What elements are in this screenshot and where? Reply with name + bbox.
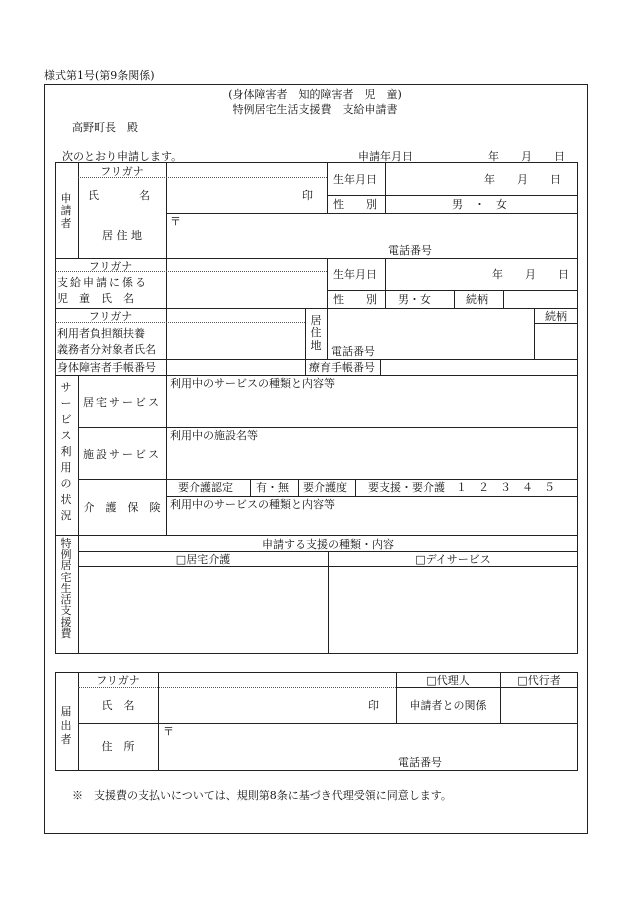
rehab-handbook-label: 療育手帳番号 — [309, 361, 375, 374]
support-heading: 申請する支援の種類・内容 — [262, 538, 394, 551]
child-sex-options[interactable]: 男・女 — [398, 293, 431, 306]
dependent-furigana-label: フリガナ — [88, 310, 133, 323]
child-birthdate-label: 生年月日 — [333, 268, 377, 281]
child-furigana-label: フリガナ — [88, 260, 133, 273]
child-birthdate-field[interactable]: 年 月 日 — [492, 268, 569, 281]
applicant-seal-mark: 印 — [302, 189, 313, 202]
categories-line: (身体障害者 知的障害者 児 童) — [228, 88, 402, 101]
form-number: 様式第1号(第9条関係) — [44, 69, 155, 82]
home-care-checkbox[interactable]: □居宅介護 — [175, 553, 231, 566]
application-date-label: 申請年月日 — [358, 150, 413, 163]
submitter-postal-mark: 〒 — [163, 725, 174, 738]
child-label-line2: 児 童 氏 名 — [57, 292, 134, 305]
dependent-residence-label: 居住地 — [310, 314, 322, 352]
submitter-phone-label: 電話番号 — [398, 756, 442, 769]
submitter-section-label: 届出者 — [60, 705, 72, 746]
disability-handbook-label: 身体障害者手帳番号 — [57, 361, 156, 374]
applicant-furigana-label: フリガナ — [100, 165, 144, 178]
applicant-sex-options[interactable]: 男 ・ 女 — [452, 198, 507, 211]
request-statement: 次のとおり申請します。 — [62, 150, 183, 163]
home-service-detail-label: 利用中のサービスの種類と内容等 — [170, 377, 335, 390]
child-relationship-label: 続柄 — [466, 293, 488, 306]
applicant-sex-label: 性 別 — [333, 198, 377, 211]
care-cert-label: 要介護認定 — [178, 481, 233, 494]
home-service-label: 居宅サービス — [83, 396, 161, 409]
applicant-birthdate-label: 生年月日 — [333, 173, 377, 186]
applicant-birthdate-field[interactable]: 年 月 日 — [484, 173, 561, 186]
facility-service-label: 施設サービス — [83, 448, 161, 461]
submitter-name-label: 氏 名 — [101, 699, 135, 712]
care-level-label: 要介護度 — [303, 481, 347, 494]
service-status-section-label: サービス利用の状況 — [60, 381, 72, 523]
submitter-address-label: 住 所 — [101, 740, 135, 753]
submitter-seal-mark: 印 — [368, 699, 379, 712]
agent-checkbox[interactable]: □代理人 — [426, 674, 470, 687]
facility-detail-label: 利用中の施設名等 — [170, 429, 258, 442]
special-support-section-label: 特例居宅生活支援費 — [60, 537, 72, 640]
applicant-address-label: 居 住 地 — [102, 229, 142, 242]
proxy-checkbox[interactable]: □代行者 — [517, 674, 561, 687]
applicant-postal-mark: 〒 — [170, 215, 181, 228]
addressee: 高野町長 殿 — [72, 121, 138, 134]
child-label-line1: 支給申請に係る — [57, 276, 148, 289]
application-date-field[interactable]: 年 月 日 — [488, 150, 565, 163]
dependent-relationship-label: 続柄 — [545, 310, 567, 323]
care-insurance-label: 介 護 保 険 — [83, 501, 161, 514]
applicant-phone-label: 電話番号 — [388, 244, 432, 257]
care-detail-label: 利用中のサービスの種類と内容等 — [170, 498, 335, 511]
dependent-label-line2: 義務者分対象者氏名 — [57, 343, 156, 356]
day-service-checkbox[interactable]: □デイサービス — [415, 553, 491, 566]
submitter-furigana-label: フリガナ — [96, 674, 140, 687]
applicant-name-label: 氏 名 — [88, 189, 156, 202]
dependent-phone-label: 電話番号 — [331, 345, 375, 358]
care-cert-options[interactable]: 有・無 — [256, 481, 289, 494]
relation-label: 申請者との関係 — [409, 699, 487, 712]
applicant-section-label: 申請者 — [60, 192, 72, 230]
care-level-options[interactable]: 要支援・要介護 １ ２ ３ ４ ５ — [368, 481, 555, 494]
child-sex-label: 性 別 — [333, 293, 377, 306]
dependent-label-line1: 利用者負担額扶養 — [57, 327, 145, 340]
form-title: 特例居宅生活支援費 支給申請書 — [232, 103, 398, 116]
proxy-consent-note: ※ 支援費の支払いについては、規則第8条に基づき代理受領に同意します。 — [72, 789, 452, 802]
